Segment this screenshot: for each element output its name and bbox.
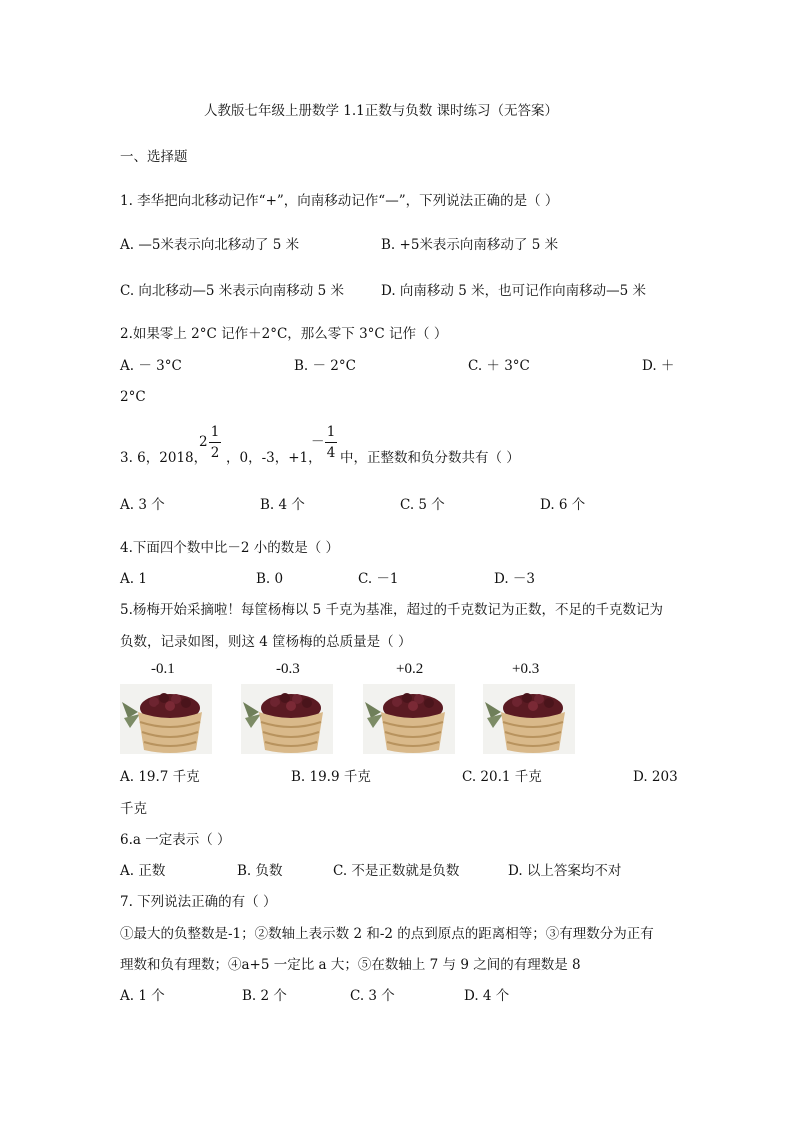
question-7-stem: 7. 下列说法正确的有（ ） [120,894,277,910]
bayberry-basket-image-4 [483,684,575,754]
question-7-option-d: D. 4 个 [464,988,510,1004]
question-3-option-c: C. 5 个 [400,497,445,513]
question-2-stem: 2.如果零上 2°C 记作＋2°C，那么零下 3°C 记作（ ） [120,326,448,342]
question-1-option-c: C. 向北移动—5 米表示向南移动 5 米 [120,283,344,299]
section-heading: 一、选择题 [120,149,188,165]
question-2-option-c: C. ＋ 3°C [468,358,530,374]
question-1-option-b: B. +5米表示向南移动了 5 米 [381,237,559,253]
bayberry-basket-image-1 [120,684,212,754]
question-1-stem: 1. 李华把向北移动记作“+”，向南移动记作“—”，下列说法正确的是（ ） [120,193,559,209]
question-4-option-b: B. 0 [256,571,284,587]
mixed-number-whole: 2 [199,434,208,450]
question-6-option-a: A. 正数 [120,863,166,879]
question-5-stem-line-1: 5.杨梅开始采摘啦！每筐杨梅以 5 千克为基准，超过的千克数记为正数，不足的千克数记为 [120,602,664,618]
question-7-body-line-1: ①最大的负整数是-1；②数轴上表示数 2 和-2 的点到原点的距离相等；③有理数分为正有 [120,926,654,942]
basket-label-1: -0.1 [151,661,175,677]
question-3-option-b: B. 4 个 [260,497,305,513]
question-5-stem-line-2: 负数，记录如图，则这 4 筐杨梅的总质量是（ ） [120,634,412,650]
question-5-option-a: A. 19.7 千克 [120,769,200,785]
question-3-stem-end: 中，正整数和负分数共有（ ） [340,450,520,466]
question-5-option-c: C. 20.1 千克 [462,769,542,785]
question-6-option-c: C. 不是正数就是负数 [333,863,460,879]
bayberry-basket-image-2 [241,684,333,754]
document-title: 人教版七年级上册数学 1.1正数与负数 课时练习（无答案） [204,103,559,119]
question-3-option-d: D. 6 个 [540,497,586,513]
question-6-option-b: B. 负数 [237,863,283,879]
question-2-option-b: B. － 2°C [294,358,356,374]
question-6-stem: 6.a 一定表示（ ） [120,832,231,848]
basket-label-2: -0.3 [276,661,300,677]
fraction-numerator: 1 [326,424,336,440]
basket-label-4: +0.3 [512,661,540,677]
basket-label-3: +0.2 [396,661,424,677]
question-2-option-d-continued: 2°C [120,389,146,405]
mixed-number-fraction-bar [209,442,221,443]
question-3-stem-middle: ，0，-3，+1， [226,450,322,466]
fraction-bar [325,442,337,443]
question-1-option-d: D. 向南移动 5 米，也可记作向南移动—5 米 [381,283,646,299]
question-4-option-a: A. 1 [120,571,147,587]
question-7-option-c: C. 3 个 [350,988,395,1004]
question-7-option-b: B. 2 个 [242,988,287,1004]
question-1-option-a: A. —5米表示向北移动了 5 米 [120,237,300,253]
question-3-option-a: A. 3 个 [120,497,165,513]
fraction-denominator: 4 [326,445,336,461]
negative-sign: － [311,434,325,450]
question-3-stem-start: 3. 6，2018， [120,450,208,466]
question-4-option-c: C. －1 [358,571,399,587]
question-4-option-d: D. －3 [494,571,536,587]
mixed-number-numerator: 1 [210,424,220,440]
question-5-option-d: D. 203 [633,769,678,785]
bayberry-basket-image-3 [363,684,455,754]
question-7-option-a: A. 1 个 [120,988,165,1004]
mixed-number-denominator: 2 [210,445,220,461]
question-2-option-a: A. － 3°C [120,358,182,374]
question-2-option-d: D. ＋ [642,358,675,374]
question-4-stem: 4.下面四个数中比－2 小的数是（ ） [120,540,340,556]
question-6-option-d: D. 以上答案均不对 [508,863,622,879]
question-5-option-b: B. 19.9 千克 [291,769,371,785]
question-7-body-line-2: 理数和负有理数；④a+5 一定比 a 大；⑤在数轴上 7 与 9 之间的有理数是 8 [120,957,581,973]
question-5-option-d-continued: 千克 [120,801,147,817]
